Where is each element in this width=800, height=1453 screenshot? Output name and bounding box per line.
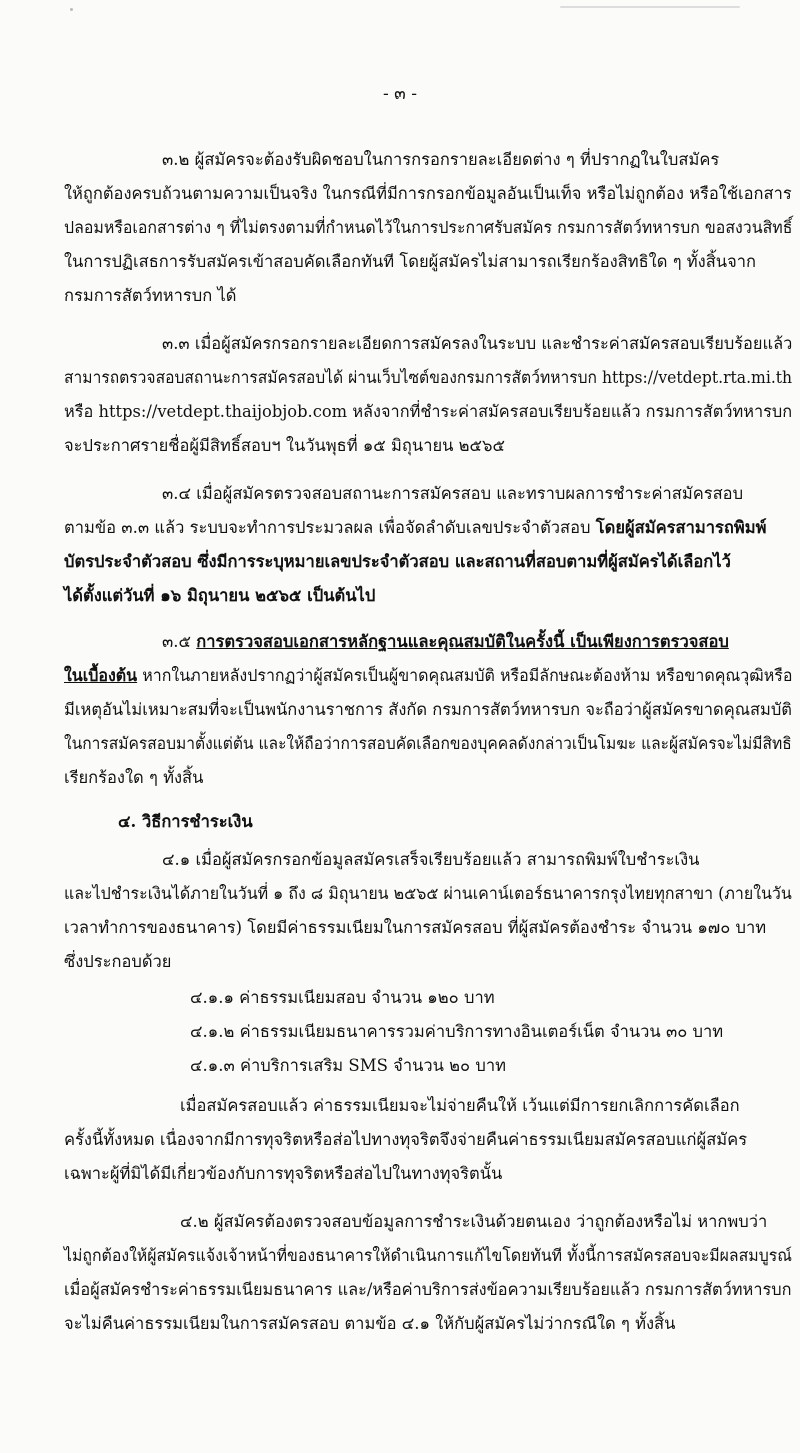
s41-item-2: ๔.๑.๒ ค่าธรรมเนียมธนาคารรวมค่าบริการทางอินเตอร์เน็ต จำนวน ๓๐ บาท (190, 1022, 724, 1041)
s35-line-4: ในการสมัครสอบมาตั้งแต่ต้น และให้ถือว่าการสอบคัดเลือกของบุคคลดังกล่าวเป็นโมฆะ และผู้สมัครจะไม่มีสิทธิ (64, 734, 792, 753)
s32-line-1: ๓.๒ ผู้สมัครจะต้องรับผิดชอบในการกรอกรายละเอียดต่าง ๆ ที่ปรากฏในใบสมัคร (162, 150, 720, 169)
s35-line-5: เรียกร้องใด ๆ ทั้งสิ้น (64, 768, 204, 787)
s41-line-4: ซึ่งประกอบด้วย (64, 952, 172, 971)
s34-line-2 (64, 515, 766, 541)
s41-item-3: ๔.๑.๓ ค่าบริการเสริม SMS จำนวน ๒๐ บาท (190, 1056, 506, 1075)
scan-speck (560, 6, 740, 8)
s41-note-line-3: เฉพาะผู้ที่มิได้มีเกี่ยวข้องกับการทุจริตหรือส่อไปในทางทุจริตนั้น (64, 1164, 503, 1183)
s32-line-5: กรมการสัตว์ทหารบก ได้ (64, 286, 237, 305)
s33-line-3: หรือ https://vetdept.thaijobjob.com หลังจากที่ชำระค่าสมัครสอบเรียบร้อยแล้ว กรมการสัตว์ทหารบก (64, 402, 793, 421)
s42-line-3: เมื่อผู้สมัครชำระค่าธรรมเนียมธนาคาร และ/หรือค่าบริการส่งข้อความเรียบร้อยแล้ว กรมการสัตว์ทหารบก (64, 1280, 792, 1299)
s41-line-3: เวลาทำการของธนาคาร) โดยมีค่าธรรมเนียมในการสมัครสอบ ที่ผู้สมัครต้องชำระ จำนวน ๑๗๐ บาท (64, 918, 767, 937)
s42-line-4: จะไม่คืนค่าธรรมเนียมในการสมัครสอบ ตามข้อ ๔.๑ ให้กับผู้สมัครไม่ว่ากรณีใด ๆ ทั้งสิ้น (64, 1314, 676, 1333)
s34-line-1: ๓.๔ เมื่อผู้สมัครตรวจสอบสถานะการสมัครสอบ และทราบผลการชำระค่าสมัครสอบ (162, 484, 744, 503)
s33-line-2: สามารถตรวจสอบสถานะการสมัครสอบได้ ผ่านเว็บไซต์ของกรมการสัตว์ทหารบก https://vetdept.rta.mi.th (64, 368, 793, 387)
s34-line-2-normal: ตามข้อ ๓.๓ แล้ว ระบบจะทำการประมวลผล เพื่อจัดลำดับเลขประจำตัวสอบ (64, 518, 596, 537)
s35-number: ๓.๕ (162, 632, 197, 651)
s41-note-line-2: ครั้งนี้ทั้งหมด เนื่องจากมีการทุจริตหรือส่อไปทางทุจริตจึงจ่ายคืนค่าธรรมเนียมสมัครสอบแก่ผู้สมัคร (64, 1130, 748, 1149)
s41-note-line-1: เมื่อสมัครสอบแล้ว ค่าธรรมเนียมจะไม่จ่ายคืนให้ เว้นแต่มีการยกเลิกการคัดเลือก (180, 1096, 740, 1115)
s35-line-3: มีเหตุอันไม่เหมาะสมที่จะเป็นพนักงานราชการ สังกัด กรมการสัตว์ทหารบก จะถือว่าผู้สมัครขาดคุณสมบัติ (64, 700, 792, 719)
s42-line-2: ไม่ถูกต้องให้ผู้สมัครแจ้งเจ้าหน้าที่ของธนาคารให้ดำเนินการแก้ไขโดยทันที ทั้งนี้การสมัครสอบจะมีผลสมบูรณ์ (64, 1246, 792, 1265)
s35-line-1 (162, 629, 729, 655)
s34-line-3: บัตรประจำตัวสอบ ซึ่งมีการระบุหมายเลขประจำตัวสอบ และสถานที่สอบตามที่ผู้สมัครได้เลือกไว้ (64, 552, 731, 571)
s32-line-2: ให้ถูกต้องครบถ้วนตามความเป็นจริง ในกรณีที่มีการกรอกข้อมูลอันเป็นเท็จ หรือไม่ถูกต้อง หรือใช้เอกสาร (64, 184, 792, 203)
s42-line-1: ๔.๒ ผู้สมัครต้องตรวจสอบข้อมูลการชำระเงินด้วยตนเอง ว่าถูกต้องหรือไม่ หากพบว่า (180, 1212, 768, 1231)
s32-line-3: ปลอมหรือเอกสารต่าง ๆ ที่ไม่ตรงตามที่กำหนดไว้ในการประกาศรับสมัคร กรมการสัตว์ทหารบก ขอสงวนสิทธิ์ (64, 218, 793, 237)
s4-heading: ๔. วิธีการชำระเงิน (118, 812, 253, 831)
s41-item-1: ๔.๑.๑ ค่าธรรมเนียมสอบ จำนวน ๑๒๐ บาท (190, 988, 495, 1007)
s35-line-2 (64, 663, 792, 689)
s33-line-1: ๓.๓ เมื่อผู้สมัครกรอกรายละเอียดการสมัครลงในระบบ และชำระค่าสมัครสอบเรียบร้อยแล้ว (162, 334, 793, 353)
s34-line-4: ได้ตั้งแต่วันที่ ๑๖ มิถุนายน ๒๕๖๕ เป็นต้นไป (64, 586, 376, 605)
s41-line-2: และไปชำระเงินได้ภายในวันที่ ๑ ถึง ๘ มิถุนายน ๒๕๖๕ ผ่านเคาน์เตอร์ธนาคารกรุงไทยทุกสาขา (ภายในวัน (64, 884, 792, 903)
s41-line-1: ๔.๑ เมื่อผู้สมัครกรอกข้อมูลสมัครเสร็จเรียบร้อยแล้ว สามารถพิมพ์ใบชำระเงิน (162, 850, 700, 869)
s35-line-2-emphasis: ในเบื้องต้น (64, 666, 138, 685)
s35-line-2-normal: หากในภายหลังปรากฏว่าผู้สมัครเป็นผู้ขาดคุณสมบัติ หรือมีลักษณะต้องห้าม หรือขาดคุณวุฒิหรือ (137, 666, 793, 685)
s34-line-2-bold: โดยผู้สมัครสามารถพิมพ์ (595, 518, 767, 537)
s32-line-4: ในการปฏิเสธการรับสมัครเข้าสอบคัดเลือกทันที โดยผู้สมัครไม่สามารถเรียกร้องสิทธิใด ๆ ทั้งสิ้นจาก (64, 252, 757, 271)
s35-line-1-emphasis: การตรวจสอบเอกสารหลักฐานและคุณสมบัติในครั้งนี้ เป็นเพียงการตรวจสอบ (196, 632, 729, 651)
scan-speck (70, 8, 73, 11)
s33-line-4: จะประกาศรายชื่อผู้มีสิทธิ์สอบฯ ในวันพุธที่ ๑๕ มิถุนายน ๒๕๖๕ (64, 436, 505, 455)
page-number: - ๓ - (383, 84, 417, 104)
